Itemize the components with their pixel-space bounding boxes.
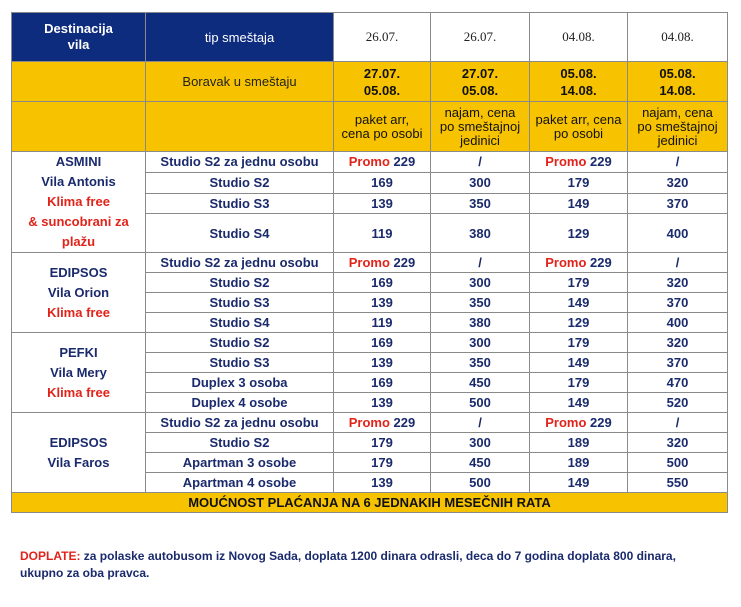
price-value: 300 — [469, 435, 491, 450]
price-value: 149 — [567, 355, 590, 370]
period-end-3: 05.08. 14.08. — [530, 62, 628, 102]
price-cell — [628, 273, 728, 293]
promo-tag: Promo — [545, 415, 587, 430]
price-value: 300 — [469, 335, 491, 350]
villa-line: ASMINI — [55, 154, 102, 169]
price-value: 169 — [371, 335, 393, 350]
price-cell — [530, 473, 628, 493]
price-value: 179 — [567, 375, 590, 390]
installment-banner: MOUĆNOST PLAĆANJA NA 6 JEDNAKIH MESEČNIH RATA — [12, 493, 728, 513]
header-blank — [12, 102, 146, 152]
price-cell — [334, 333, 431, 353]
price-cell — [530, 214, 628, 253]
price-value: 500 — [469, 395, 491, 410]
price-value: 149 — [567, 395, 590, 410]
price-cell — [431, 393, 530, 413]
table-row — [12, 333, 728, 353]
price-value: 169 — [371, 175, 393, 191]
price-value: 320 — [666, 335, 689, 350]
price-cell — [334, 152, 431, 173]
price-cell — [530, 373, 628, 393]
price-cell — [530, 253, 628, 273]
price-cell — [334, 393, 431, 413]
price-value: 380 — [469, 315, 491, 330]
room-type: Duplex 3 osoba — [146, 373, 334, 393]
price-value: 139 — [371, 395, 393, 410]
promo-tag: Promo — [348, 154, 390, 170]
price-type-1: paket arr, cena po osobi — [334, 102, 431, 152]
villa-line: plažu — [61, 234, 96, 249]
price-cell — [530, 333, 628, 353]
price-cell — [628, 473, 728, 493]
room-type: Studio S2 — [146, 273, 334, 293]
price-cell — [628, 433, 728, 453]
price-value: 500 — [666, 455, 689, 470]
price-table — [11, 12, 728, 513]
price-cell — [334, 293, 431, 313]
period-start-4: 04.08. — [628, 13, 728, 62]
price-value: 380 — [469, 225, 491, 241]
price-cell — [431, 333, 530, 353]
period-start-3: 04.08. — [530, 13, 628, 62]
price-cell — [334, 172, 431, 193]
price-cell — [628, 393, 728, 413]
price-value: 149 — [567, 475, 590, 490]
price-cell — [431, 433, 530, 453]
price-cell — [431, 453, 530, 473]
villa-cell — [12, 152, 146, 253]
price-value: 350 — [469, 196, 491, 212]
price-cell — [431, 293, 530, 313]
price-cell — [334, 313, 431, 333]
price-value: 370 — [666, 295, 689, 310]
villa-line: PEFKI — [59, 344, 98, 360]
price-value: 370 — [666, 355, 689, 370]
price-cell — [431, 413, 530, 433]
price-value: 229 — [590, 415, 612, 430]
price-type-3: paket arr, cena po osobi — [530, 102, 628, 152]
price-cell — [628, 193, 728, 214]
price-cell — [334, 433, 431, 453]
price-value: 229 — [590, 154, 612, 170]
villa-line: & suncobrani za — [28, 214, 129, 229]
villa-line: Vila Faros — [47, 454, 110, 470]
room-type: Studio S3 — [146, 353, 334, 373]
price-cell — [530, 353, 628, 373]
price-cell — [530, 152, 628, 173]
price-type-4: najam, cena po smeštajnoj jedinici — [628, 102, 728, 152]
room-type: Studio S2 za jednu osobu — [146, 413, 334, 433]
destination-label-line: vila — [67, 37, 90, 52]
room-type: Studio S4 — [146, 313, 334, 333]
stay-label: Boravak u smeštaju — [146, 62, 334, 102]
price-value: 179 — [371, 455, 393, 470]
room-type: Apartman 3 osobe — [146, 453, 334, 473]
price-value: 179 — [371, 435, 393, 450]
price-value: 139 — [371, 475, 393, 490]
price-cell — [431, 273, 530, 293]
price-cell — [334, 353, 431, 373]
price-value: 189 — [567, 455, 590, 470]
villa-line: Vila Mery — [50, 364, 107, 380]
price-cell — [431, 373, 530, 393]
period-start-2: 26.07. — [431, 13, 530, 62]
supplement-text: za polaske autobusom iz Novog Sada, doplata 1200 dinara odrasli, deca do 7 godina doplata 800 dinara, ukupno za oba pravca. — [20, 549, 676, 580]
destination-label-line: Destinacija — [44, 21, 113, 36]
price-cell — [628, 333, 728, 353]
price-cell — [628, 152, 728, 173]
price-value: 470 — [666, 375, 689, 390]
price-type-2: najam, cena po smeštajnoj jedinici — [431, 102, 530, 152]
header-blank — [12, 62, 146, 102]
price-value: 189 — [567, 435, 590, 450]
price-value: 139 — [371, 295, 393, 310]
villa-line: EDIPSOS — [49, 264, 108, 280]
price-cell — [530, 413, 628, 433]
price-value: 450 — [469, 375, 491, 390]
period-start-1: 26.07. — [334, 13, 431, 62]
price-value: / — [478, 255, 482, 270]
promo-tag: Promo — [348, 415, 390, 430]
price-cell — [628, 253, 728, 273]
period-end-4: 05.08. 14.08. — [628, 62, 728, 102]
price-cell — [530, 293, 628, 313]
price-value: 400 — [666, 315, 689, 330]
price-value: 400 — [666, 225, 689, 241]
price-value: 370 — [666, 196, 689, 212]
price-cell — [530, 172, 628, 193]
price-value: 129 — [567, 225, 590, 241]
price-cell — [530, 313, 628, 333]
price-cell — [334, 473, 431, 493]
price-cell — [628, 172, 728, 193]
price-cell — [431, 152, 530, 173]
room-type: Studio S4 — [146, 214, 334, 253]
promo-tag: Promo — [545, 255, 587, 270]
supplement-note — [20, 548, 720, 582]
price-cell — [530, 193, 628, 214]
price-value: 229 — [393, 154, 416, 170]
price-value: / — [675, 415, 680, 430]
price-value: 229 — [393, 415, 416, 430]
price-cell — [431, 353, 530, 373]
price-value: 550 — [666, 475, 689, 490]
room-type: Studio S2 — [146, 433, 334, 453]
price-value: 119 — [371, 225, 393, 241]
room-type: Studio S2 — [146, 172, 334, 193]
villa-line: Klima free — [47, 384, 110, 400]
price-value: 149 — [567, 295, 590, 310]
price-cell — [628, 353, 728, 373]
price-value: 149 — [567, 196, 590, 212]
price-cell — [628, 413, 728, 433]
price-value: 320 — [666, 435, 689, 450]
supplement-label: DOPLATE: — [20, 549, 81, 563]
villa-line: Klima free — [47, 304, 110, 320]
price-value: 179 — [567, 175, 590, 191]
price-value: 229 — [590, 255, 612, 270]
header-blank — [146, 102, 334, 152]
price-cell — [334, 214, 431, 253]
price-cell — [334, 453, 431, 473]
price-cell — [431, 172, 530, 193]
price-cell — [530, 273, 628, 293]
price-value: / — [675, 154, 680, 170]
price-cell — [628, 373, 728, 393]
price-cell — [530, 433, 628, 453]
price-value: / — [478, 415, 482, 430]
price-cell — [431, 313, 530, 333]
price-value: 179 — [567, 275, 590, 290]
price-value: 300 — [469, 175, 491, 191]
price-value: 520 — [666, 395, 689, 410]
room-type: Studio S2 — [146, 333, 334, 353]
price-cell — [628, 313, 728, 333]
price-cell — [431, 193, 530, 214]
price-value: 139 — [371, 355, 393, 370]
price-cell — [628, 453, 728, 473]
room-type: Apartman 4 osobe — [146, 473, 334, 493]
price-cell — [334, 413, 431, 433]
price-cell — [628, 214, 728, 253]
price-value: 179 — [567, 335, 590, 350]
price-value: 320 — [666, 275, 689, 290]
villa-cell — [12, 253, 146, 333]
villa-cell — [12, 413, 146, 493]
price-value: 169 — [371, 375, 393, 390]
room-type: Studio S2 za jednu osobu — [146, 253, 334, 273]
villa-line: Vila Antonis — [41, 174, 116, 189]
price-value: 350 — [469, 295, 491, 310]
table-row — [12, 152, 728, 173]
price-cell — [431, 214, 530, 253]
villa-cell — [12, 333, 146, 413]
price-cell — [628, 293, 728, 313]
price-value: 500 — [469, 475, 491, 490]
price-cell — [334, 373, 431, 393]
price-value: 119 — [371, 315, 393, 330]
villa-line: Klima free — [47, 194, 110, 209]
price-value: 169 — [371, 275, 393, 290]
period-end-2: 27.07. 05.08. — [431, 62, 530, 102]
table-row — [12, 253, 728, 273]
room-type: Studio S3 — [146, 293, 334, 313]
price-cell — [530, 453, 628, 473]
price-cell — [334, 253, 431, 273]
promo-tag: Promo — [545, 154, 587, 170]
price-value: 350 — [469, 355, 491, 370]
price-value: / — [478, 154, 482, 170]
price-cell — [334, 273, 431, 293]
price-cell — [431, 473, 530, 493]
price-cell — [334, 193, 431, 214]
room-type: Studio S3 — [146, 193, 334, 214]
room-type: Studio S2 za jednu osobu — [146, 152, 334, 173]
price-value: / — [675, 255, 680, 270]
price-value: 300 — [469, 275, 491, 290]
room-type: Duplex 4 osobe — [146, 393, 334, 413]
price-value: 129 — [567, 315, 590, 330]
villa-line: EDIPSOS — [49, 434, 108, 450]
period-end-1: 27.07. 05.08. — [334, 62, 431, 102]
type-header: tip smeštaja — [146, 13, 334, 62]
villa-line: Vila Orion — [47, 284, 110, 300]
price-value: 320 — [666, 175, 689, 191]
price-value: 229 — [393, 255, 416, 270]
table-row — [12, 413, 728, 433]
price-value: 450 — [469, 455, 491, 470]
destination-header — [12, 13, 146, 62]
price-cell — [431, 253, 530, 273]
promo-tag: Promo — [348, 255, 390, 270]
price-value: 139 — [371, 196, 393, 212]
price-cell — [530, 393, 628, 413]
